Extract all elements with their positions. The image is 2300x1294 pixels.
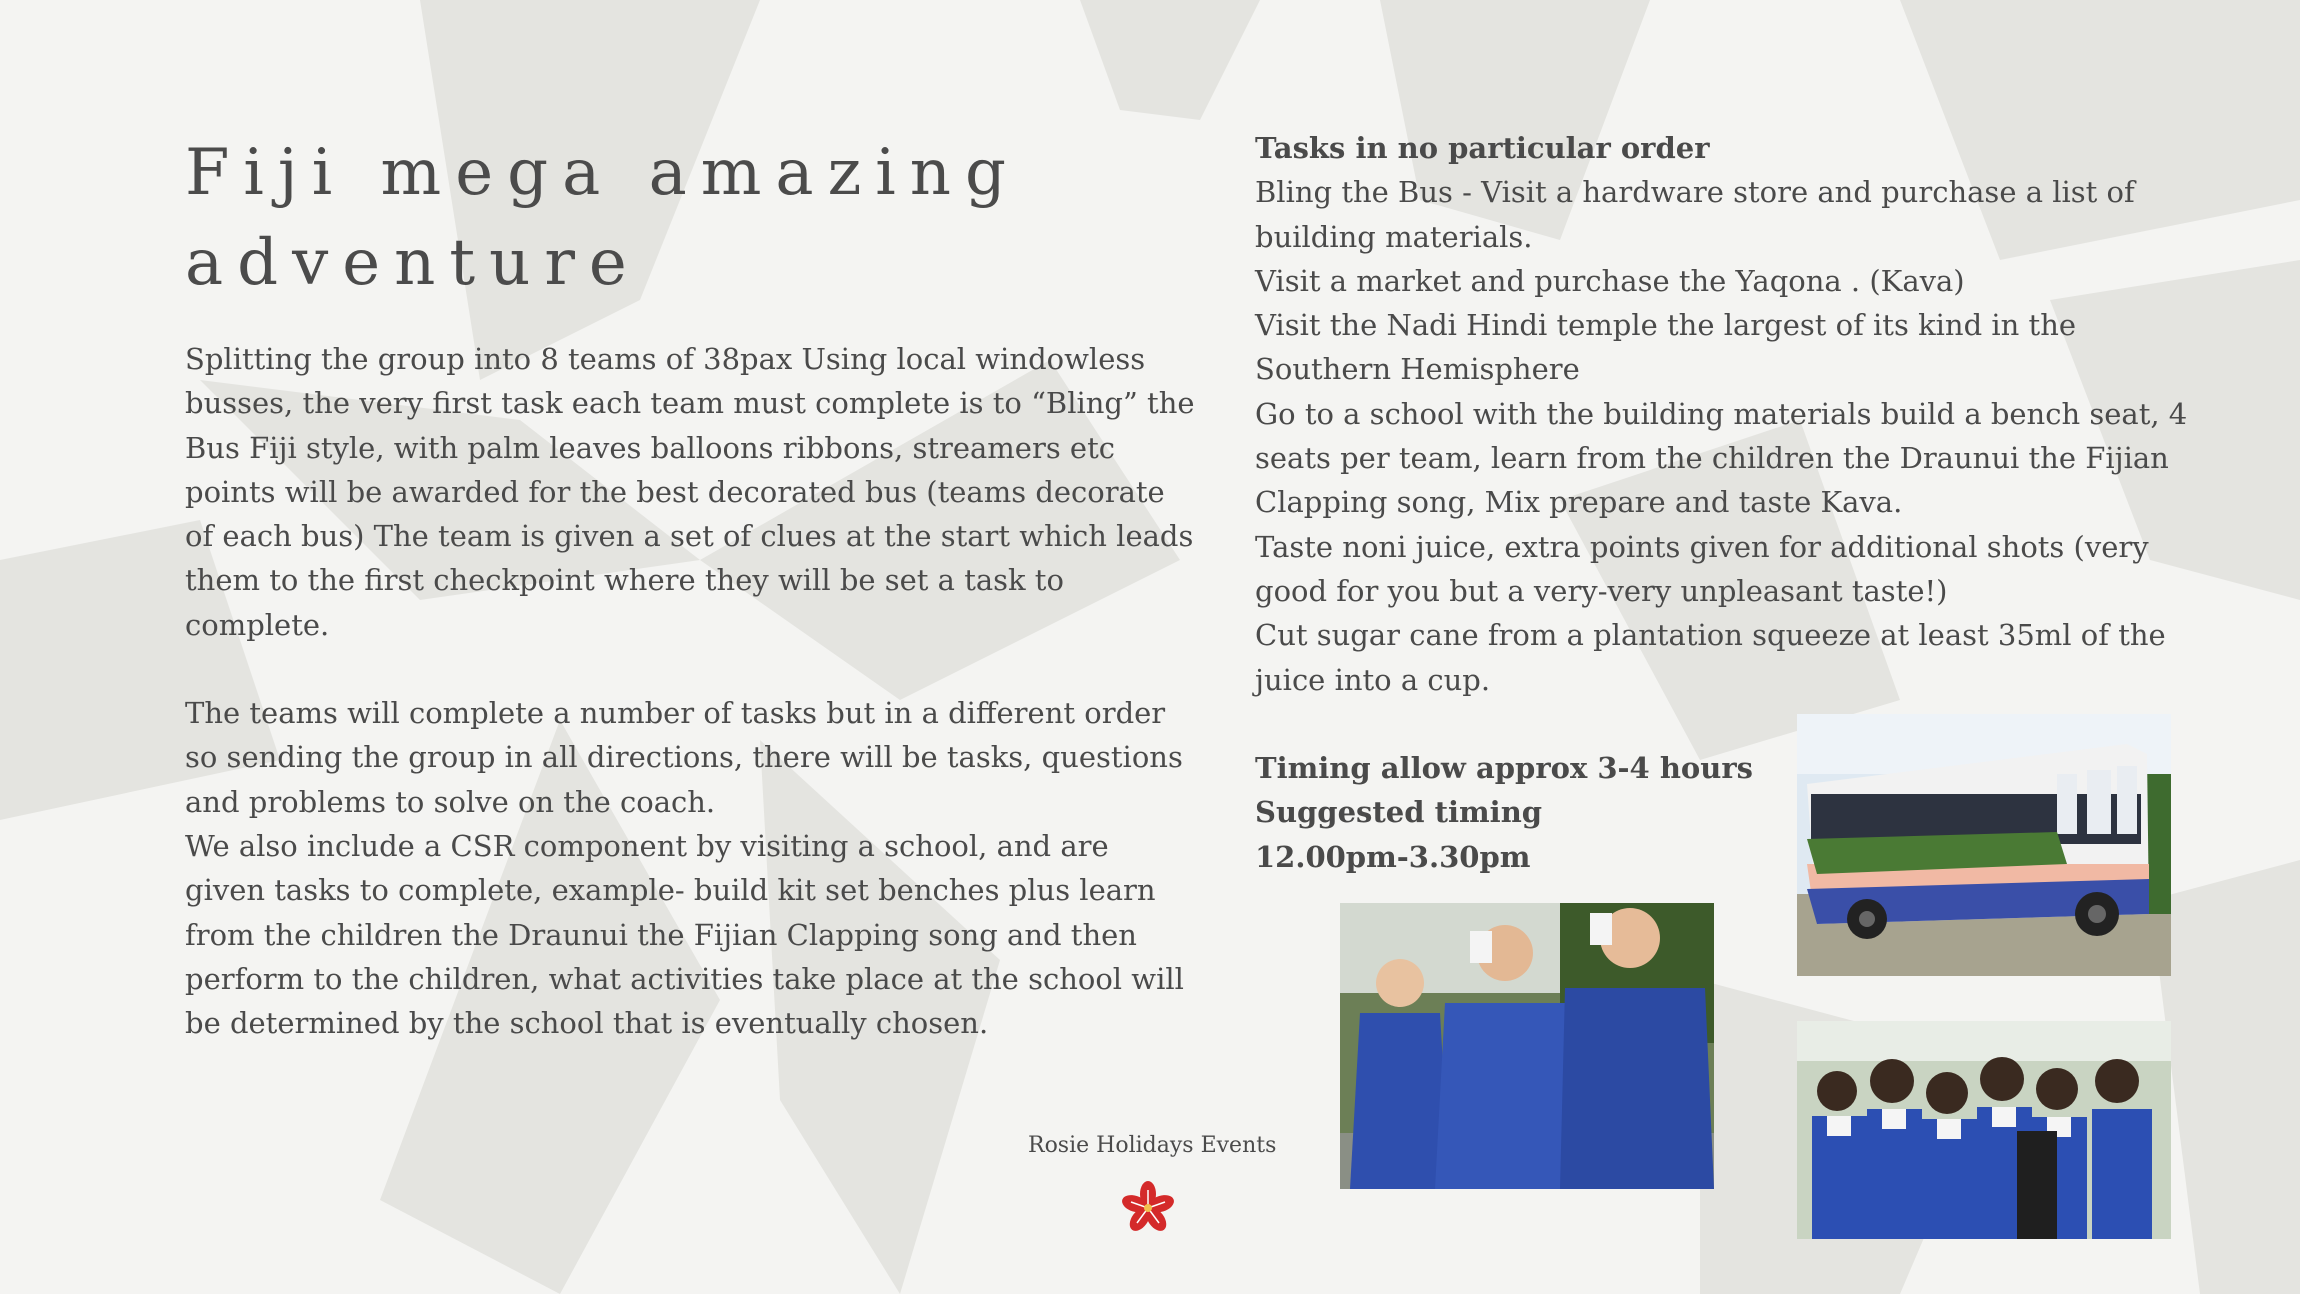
timing-window: 12.00pm-3.30pm — [1255, 839, 1531, 874]
timing-duration: Timing allow approx 3-4 hours — [1255, 751, 1753, 785]
intro-paragraph-3: We also include a CSR component by visiting a school, and are given tasks to complete, example- build kit set benches plus learn from the children the Draunui the Fijian Clapping song and then perform to the children, what activities take place at the school will be determined by the school that is eventually chosen. — [185, 829, 1184, 1041]
title-line-1: Fiji mega amazing — [185, 136, 1020, 210]
page-title — [185, 128, 1185, 308]
timing-section — [1255, 746, 1775, 879]
task-item: Taste noni juice, extra points given for additional shots (very good for you but a very-very unpleasant taste!) — [1255, 529, 2149, 608]
task-item: Go to a school with the building materials build a bench seat, 4 seats per team, learn from the children the Draunui the Fijian Clapping song, Mix prepare and taste Kava. — [1255, 396, 2188, 520]
school-children-photo — [1797, 1021, 2171, 1239]
team-drinking-photo — [1340, 903, 1714, 1189]
brand-footer-text: Rosie Holidays Events — [1028, 1133, 1277, 1158]
title-line-2: adventure — [185, 226, 641, 300]
task-item: Visit a market and purchase the Yaqona . (Kava) — [1255, 263, 1965, 298]
intro-paragraph-2: The teams will complete a number of tasks but in a different order so sending the group in all directions, there will be tasks, questions and problems to solve on the coach. — [185, 696, 1183, 819]
tasks-section — [1255, 126, 2215, 702]
decorated-bus-photo — [1797, 714, 2171, 976]
tasks-heading: Tasks in no particular order — [1255, 131, 1710, 165]
task-item: Visit the Nadi Hindi temple the largest of its kind in the Southern Hemisphere — [1255, 308, 2077, 387]
flower-logo-icon — [1120, 1180, 1176, 1236]
timing-suggested-label: Suggested timing — [1255, 795, 1543, 830]
intro-paragraph-1: Splitting the group into 8 teams of 38pax Using local windowless busses, the very first task each team must complete is to “Bling” the Bus Fiji style, with palm leaves balloons ribbons, streamers etc points will be awarded for the best decorated bus (teams decorate of each bus) The team is given a set of clues at the start which leads them to the first checkpoint where they will be set a task to complete. — [185, 342, 1195, 642]
task-item: Cut sugar cane from a plantation squeeze at least 35ml of the juice into a cup. — [1255, 618, 2166, 697]
task-item: Bling the Bus - Visit a hardware store and purchase a list of building materials. — [1255, 175, 2135, 254]
